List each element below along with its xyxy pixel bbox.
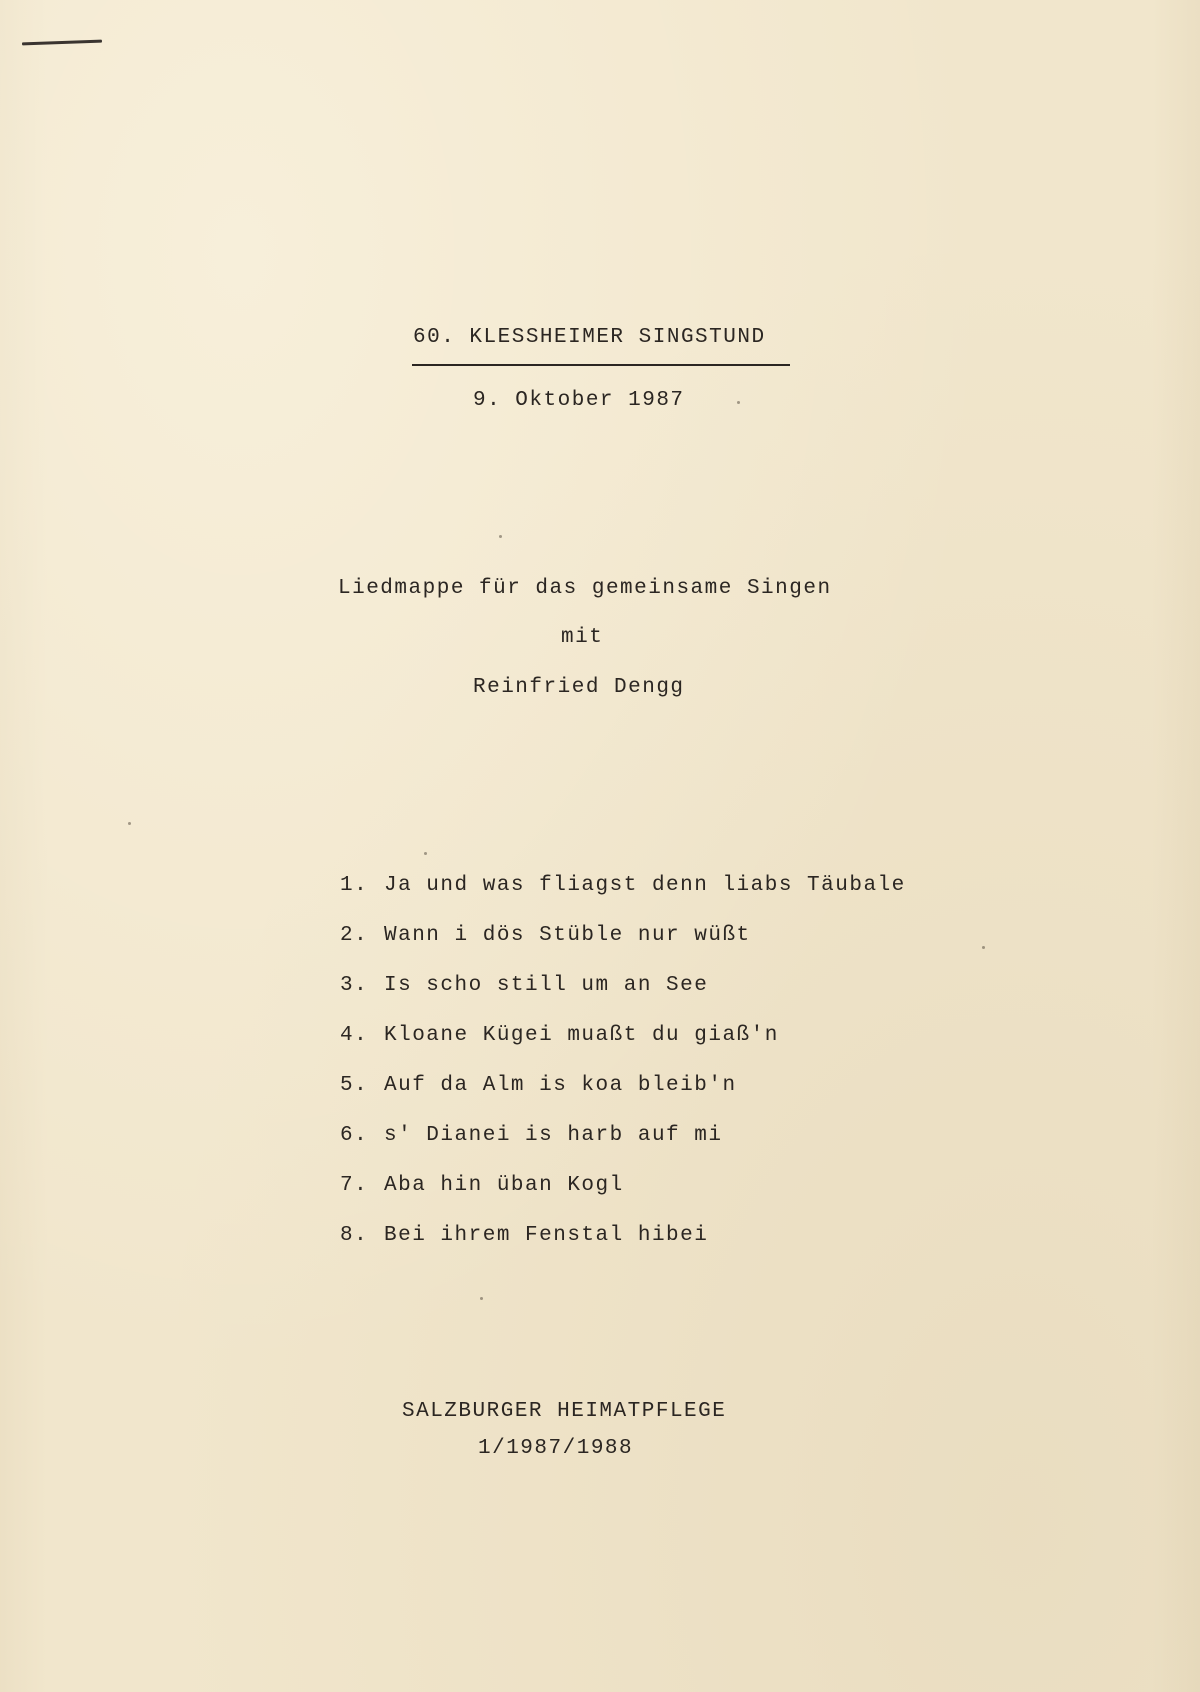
song-number: 8.	[340, 1224, 369, 1247]
publisher-name: SALZBURGER HEIMATPFLEGE	[402, 1400, 727, 1423]
song-title: Bei ihrem Fenstal hibei	[384, 1224, 709, 1247]
list-item	[340, 1173, 906, 1199]
song-number: 2.	[340, 924, 369, 947]
list-item	[340, 1023, 906, 1049]
staple-mark	[22, 40, 102, 46]
song-number: 5.	[340, 1074, 369, 1097]
paper-speck	[499, 535, 502, 538]
document-subtitle: Liedmappe für das gemeinsame Singen	[338, 577, 832, 600]
edition-number: 1/1987/1988	[478, 1437, 634, 1460]
song-title: Is scho still um an See	[384, 974, 709, 997]
song-number: 7.	[340, 1174, 369, 1197]
document-date: 9. Oktober 1987	[473, 389, 685, 412]
list-item	[340, 923, 906, 949]
song-title: Ja und was fliagst denn liabs Täubale	[384, 874, 906, 897]
song-number: 4.	[340, 1024, 369, 1047]
song-title: Auf da Alm is koa bleib'n	[384, 1074, 737, 1097]
paper-speck	[982, 946, 985, 949]
list-item	[340, 973, 906, 999]
author-name: Reinfried Dengg	[473, 676, 685, 699]
paper-speck	[737, 401, 740, 404]
song-number: 6.	[340, 1124, 369, 1147]
song-title: s' Dianei is harb auf mi	[384, 1124, 723, 1147]
paper-speck	[128, 822, 131, 825]
title-underline	[412, 364, 790, 366]
paper-speck	[424, 852, 427, 855]
list-item	[340, 1073, 906, 1099]
song-number: 3.	[340, 974, 369, 997]
list-item	[340, 1123, 906, 1149]
song-title: Kloane Kügei muaßt du giaß'n	[384, 1024, 779, 1047]
song-number: 1.	[340, 874, 369, 897]
song-title: Wann i dös Stüble nur wüßt	[384, 924, 751, 947]
with-label: mit	[561, 626, 604, 649]
song-list	[340, 873, 906, 1273]
document-title: 60. KLESSHEIMER SINGSTUND	[413, 326, 766, 349]
list-item	[340, 1223, 906, 1249]
paper-speck	[480, 1297, 483, 1300]
list-item	[340, 873, 906, 899]
song-title: Aba hin üban Kogl	[384, 1174, 624, 1197]
